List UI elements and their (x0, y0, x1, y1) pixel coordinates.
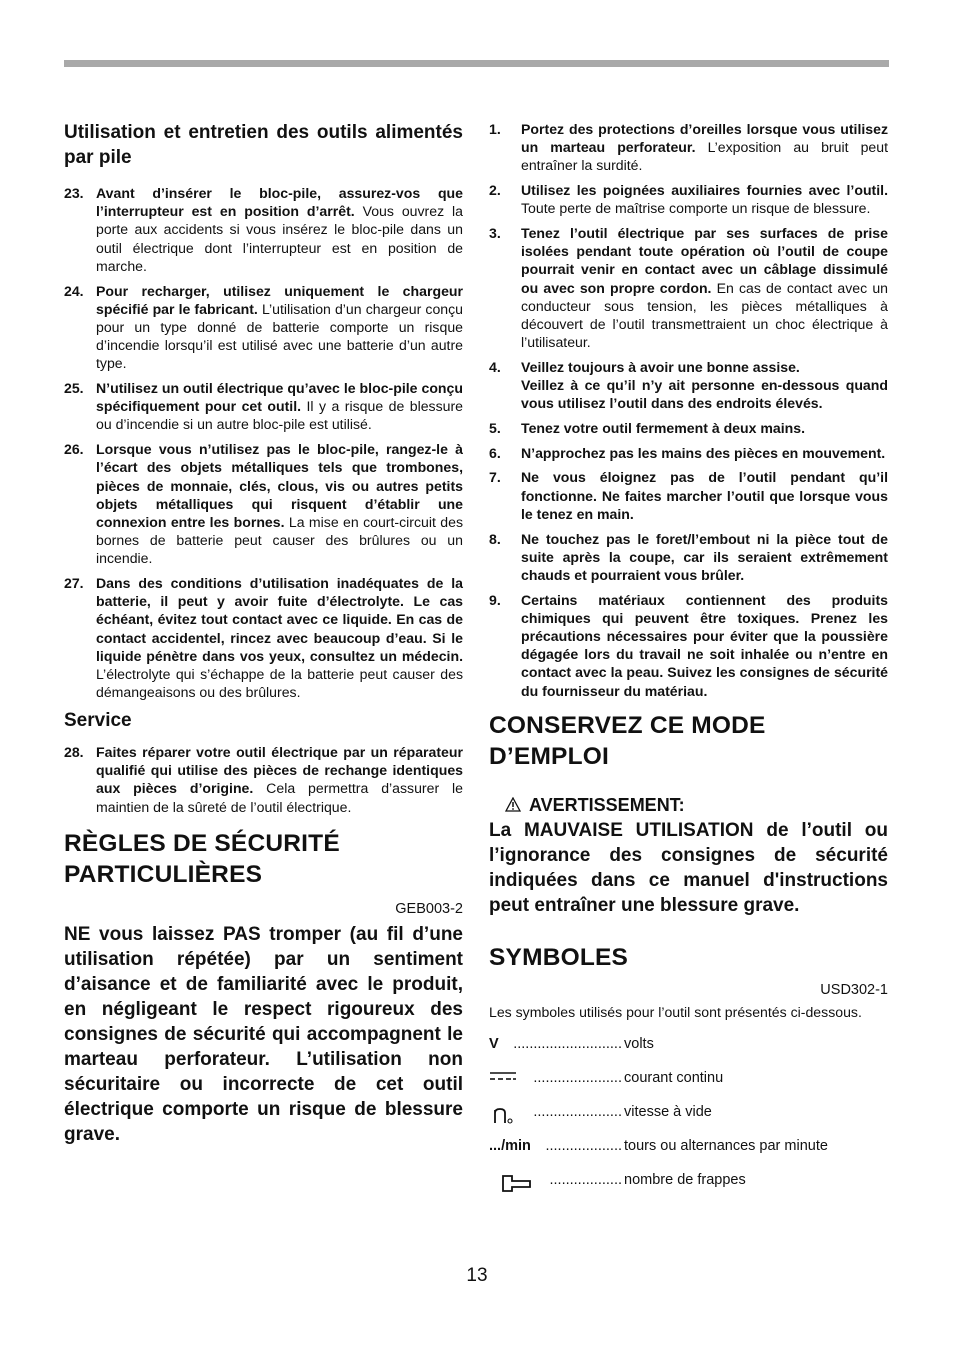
leader-dots: ................... (545, 1138, 622, 1155)
leader-dots: ........................... (513, 1036, 622, 1053)
symbols-reference-code: USD302-1 (820, 981, 888, 998)
warning-heading (489, 794, 888, 816)
item-bold-text: Avant d’insérer le bloc-pile, assurez-vos que l’interrupteur est en position d’arrêt. (96, 185, 463, 220)
leader-dots: ...................... (533, 1104, 622, 1121)
left-column (64, 120, 463, 1147)
item-number: 28. (64, 743, 84, 760)
item-number: 1. (489, 121, 501, 137)
symbol-description: nombre de frappes (624, 1172, 746, 1189)
item-number: 23. (64, 185, 84, 201)
symbol-description: courant continu (624, 1070, 724, 1087)
list-item (489, 419, 888, 437)
rules-warning-paragraph: NE vous laissez PAS tromper (au fil d’une utilisation répétée) par un sentiment d’aisance et de familiarité avec le produit, en négligeant le respect rigoureux des consignes de sécurité qui accompagnent le marteau perforateur. L’utilisation non sécuritaire ou incorrecte de cet outil électrique comporte un risque de blessure grave. (64, 923, 463, 1145)
leader-dots: .................. (549, 1172, 622, 1189)
warning-triangle-icon (505, 797, 521, 812)
item-number: 9. (489, 591, 501, 608)
item-text: Vous ouvrez la porte aux accidents si vous insérez le bloc-pile dans un outil électrique dont l’interrupteur est en position de marche. (96, 203, 463, 274)
list-item (64, 282, 463, 373)
list-item (64, 379, 463, 434)
symbol-key: V (489, 1036, 499, 1053)
symbol-row (489, 1171, 888, 1205)
symbol-row (489, 1069, 888, 1103)
list-item (489, 224, 888, 351)
symbol-row (489, 1103, 888, 1137)
page-number: 13 (466, 1265, 488, 1286)
list-item (489, 444, 888, 462)
item-number: 27. (64, 575, 84, 592)
item-number: 4. (489, 358, 501, 375)
item-text: La mise en court-circuit des bornes de batterie peut causer des brûlures ou un incendie. (96, 513, 463, 567)
header-rule (64, 60, 889, 67)
item-bold-text: Ne touchez pas le foret/l’embout ni la pièce tout de suite après la coupe, car ils seraient extrêmement chauds et pourraient vous brûler. (521, 530, 888, 583)
list-item (489, 468, 888, 523)
warning-label: AVERTISSEMENT: (529, 794, 685, 815)
list-item (489, 530, 888, 585)
item-bold-text: Portez des protections d’oreilles lorsque vous utilisez un marteau perforateur. (521, 121, 888, 156)
item-text: L’utilisation d’un chargeur conçu pour un type donné de batterie comporte un risque d’incendie lorsqu’il est utilisé avec une batterie d’un autre type. (96, 300, 464, 372)
symbol-description: volts (624, 1036, 654, 1053)
warning-text: La MAUVAISE UTILISATION de l’outil ou l’ignorance des consignes de sécurité indiquées dans ce manuel d'instructions peut entraîner une blessure grave. (489, 819, 888, 916)
battery-safety-list (64, 184, 463, 701)
item-text: En cas de contact avec un conducteur sous tension, les pièces métalliques à découvert de l’outil transmettraient un choc électrique à l’utilisateur. (521, 279, 888, 351)
item-bold-text: Utilisez les poignées auxiliaires fournies avec l’outil. (521, 182, 888, 199)
no-load-speed-icon (489, 1103, 517, 1130)
direct-current-icon (489, 1069, 517, 1087)
symbol-key: .../min (489, 1138, 531, 1155)
list-item (489, 181, 888, 217)
item-bold-text: Ne vous éloignez pas de l’outil pendant qu’il fonctionne. Ne faites marcher l’outil que lorsque vous le tenez en main. (521, 469, 888, 522)
item-bold-text: Tenez votre outil fermement à deux mains. (521, 420, 806, 437)
list-item (489, 358, 888, 413)
list-item (489, 591, 888, 700)
item-bold-text: N’utilisez un outil électrique qu’avec le bloc-pile conçu spécifiquement pour cet outil. (96, 380, 463, 415)
symbol-description: vitesse à vide (624, 1104, 712, 1121)
item-bold-text: Faites réparer votre outil électrique par un réparateur qualifié qui utilise des pièces de rechange identiques aux pièces d’origine. (96, 743, 463, 797)
item-bold-text: N’approchez pas les mains des pièces en mouvement. (521, 444, 886, 461)
blows-per-minute-icon (495, 1171, 533, 1198)
item-text: Il y a risque de blessure ou d’incendie si un autre bloc-pile est utilisé. (96, 398, 463, 433)
rules-title: RÈGLES DE SÉCURITÉ PARTICULIÈRES (64, 829, 340, 888)
item-text: L’exposition au bruit peut entraîner la surdité. (521, 139, 888, 174)
list-item (64, 743, 463, 816)
item-bold-text: Dans des conditions d’utilisation inadéquates de la batterie, il peut y avoir fuite d’électrolyte. Le cas échéant, évitez tout contact avec ce liquide. En cas de contact accidentel, rincez avec beaucoup d’eau. Si le liquide pénètre dans vos yeux, consultez un médecin. (96, 575, 463, 664)
section-title-battery: Utilisation et entretien des outils alimentés par pile (64, 122, 463, 168)
list-item (64, 574, 463, 701)
item-text: Cela permettra d’assurer le maintien de la sûreté de l’outil électrique. (96, 780, 463, 815)
list-item (489, 120, 888, 175)
symbols-list (489, 1035, 888, 1205)
item-number: 8. (489, 530, 501, 547)
item-number: 24. (64, 282, 84, 299)
symbols-title: SYMBOLES (489, 943, 629, 971)
item-number: 3. (489, 225, 501, 242)
hammer-safety-list (489, 120, 888, 700)
item-number: 26. (64, 441, 84, 458)
right-column (489, 120, 888, 1205)
symbol-description: tours ou alternances par minute (624, 1138, 828, 1155)
item-number: 6. (489, 444, 501, 461)
section-title-service: Service (64, 709, 132, 731)
leader-dots: ...................... (533, 1070, 622, 1087)
item-bold-text: Lorsque vous n’utilisez pas le bloc-pile, rangez-le à l’écart des objets métalliques tels que trombones, pièces de monnaie, clés, clous, vis ou autres petits objets métalliques qui risquent d’établir une connexion entre les bornes. (96, 441, 463, 530)
list-item (64, 184, 463, 275)
item-number: 2. (489, 182, 501, 199)
item-bold-text-2: Veillez à ce qu’il n’y ait personne en-dessous quand vous utilisez l’outil dans des endroits élevés. (521, 377, 888, 412)
symbol-row (489, 1035, 888, 1069)
item-number: 5. (489, 420, 501, 437)
item-bold-text: Pour recharger, utilisez uniquement le chargeur spécifié par le fabricant. (96, 282, 463, 317)
list-item (64, 440, 463, 567)
conserve-title: CONSERVEZ CE MODE D’EMPLOI (489, 711, 766, 770)
item-bold-text: Certains matériaux contiennent des produits chimiques qui peuvent être toxiques. Prenez les précautions nécessaires pour éviter que la poussière dégagée lors du travail ne soit inhalée ou n’entre en contact avec la peau. Suivez les consignes de sécurité du fournisseur du matériau. (521, 591, 888, 699)
service-list (64, 743, 463, 816)
item-text: Toute perte de maîtrise comporte un risque de blessure. (521, 200, 871, 217)
item-bold-text: Tenez l’outil électrique par ses surfaces de prise isolées pendant toute opération où l’outil de coupe pourrait venir en contact avec un câblage dissimulé ou avec son propre cordon. (521, 225, 888, 296)
rules-reference-code: GEB003-2 (395, 900, 463, 917)
item-text: L’électrolyte qui s’échappe de la batterie peut causer des démangeaisons ou des brûlures. (96, 666, 463, 701)
item-bold-text: Veillez toujours à avoir une bonne assise. (521, 358, 800, 375)
item-number: 25. (64, 380, 84, 397)
item-number: 7. (489, 469, 501, 486)
symbol-row (489, 1137, 888, 1171)
symbols-intro: Les symboles utilisés pour l’outil sont présentés ci-dessous. (489, 1003, 862, 1020)
